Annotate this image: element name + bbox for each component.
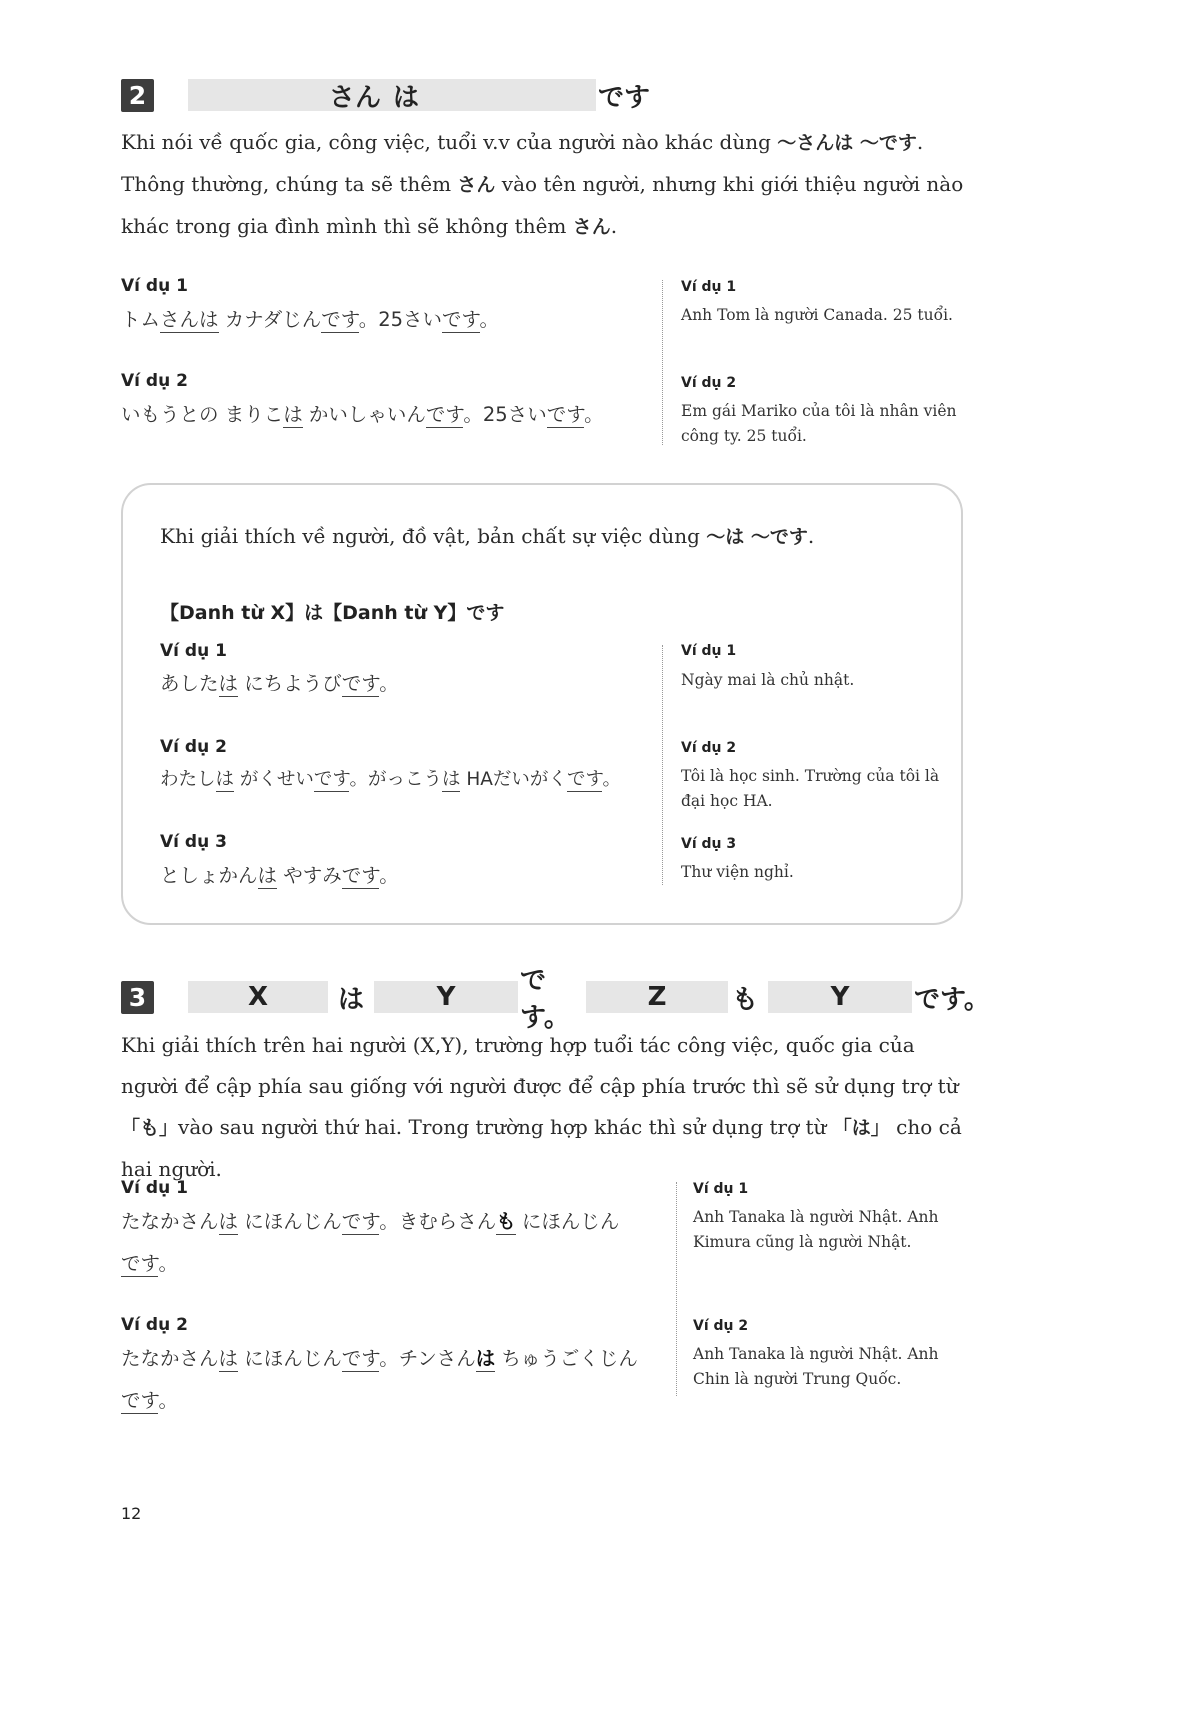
text: . [807, 524, 815, 548]
jp-segment: やすみ [277, 864, 342, 887]
jp-segment: たなかさん [121, 1347, 219, 1370]
jp-segment: 。がっこう [349, 769, 442, 790]
translation-text: Anh Tanaka là người Nhật. Anh Kimura cũng là người Nhật. [693, 1208, 939, 1251]
example-label: Ví dụ 3 [160, 832, 227, 852]
jp-segment: 。 [158, 1252, 178, 1275]
pattern-wa-text: は [392, 82, 419, 113]
pattern-y-text: Y [436, 982, 456, 1012]
jp-segment: 。 [584, 403, 604, 426]
pattern-san [324, 79, 386, 111]
jp-segment: 。チンさん [379, 1347, 476, 1370]
jp-underlined: です [321, 308, 359, 331]
jp-underlined: さんは [160, 308, 219, 331]
divider-dotted [662, 645, 663, 885]
pattern-blank [188, 79, 324, 111]
jp-segment: 。25さい [463, 403, 547, 426]
example-japanese [160, 758, 621, 802]
jp-segment: かいしゃいん [302, 403, 426, 426]
text: vào sau người thứ hai. Trong trường hợp khác thì sử dụng trợ từ [178, 1115, 833, 1139]
section3-header [121, 966, 990, 1033]
jp-segment: カナダじん [218, 308, 322, 331]
pattern-z [586, 981, 728, 1013]
pattern-y [768, 981, 912, 1013]
translation-label: Ví dụ 1 [681, 643, 737, 659]
bold-text: 〜は 〜です [706, 526, 808, 548]
translation-text: Thư viện nghỉ. [681, 863, 794, 881]
pattern-wa: は [338, 984, 365, 1015]
pattern-wa [386, 79, 426, 111]
jp-segment: 。きむらさん [379, 1210, 497, 1233]
text: Khi giải thích về người, đồ vật, bản chất sự việc dùng [160, 524, 707, 548]
example-label: Ví dụ 1 [160, 641, 227, 661]
section2-number-badge: 2 [121, 79, 154, 112]
jp-segment: ちゅうごくじん [495, 1347, 638, 1370]
bold-text: さん [572, 216, 611, 238]
bold-text: さん [457, 174, 496, 196]
divider-dotted [662, 280, 663, 445]
text: vào tên người, nhưng khi giới thiệu người nào khác trong gia đình mình thì sẽ không thêm [121, 172, 964, 238]
bold-text: 「も」 [121, 1117, 179, 1139]
text: Khi giải thích trên hai người (X,Y), trường hợp tuổi tác công việc, quốc gia của người để cập phía sau giống với người được để cập phía trước thì sẽ sử dụng trợ từ [121, 1033, 959, 1098]
bold-text: 〜さんは 〜です [777, 132, 917, 154]
jp-segment: にほんじん [238, 1347, 342, 1370]
jp-underlined: です [546, 403, 585, 426]
section3-explanation [121, 1025, 966, 1190]
translation-text: Anh Tanaka là người Nhật. Anh Chin là người Trung Quốc. [693, 1345, 939, 1388]
section2-explanation [121, 122, 981, 248]
example-label: Ví dụ 2 [121, 371, 188, 391]
example-japanese-line2 [121, 1242, 178, 1286]
translation-label: Ví dụ 3 [681, 836, 737, 852]
translation-label: Ví dụ 1 [693, 1181, 749, 1197]
jp-underlined: です [425, 403, 464, 426]
jp-segment: あした [160, 672, 219, 695]
jp-underlined: は [441, 769, 461, 790]
jp-bold-particle: も [496, 1210, 516, 1233]
pattern-desu: です [598, 82, 651, 113]
jp-segment: 。25さい [358, 308, 443, 331]
text: Khi nói về quốc gia, công việc, tuổi v.v của người nào khác dùng [121, 130, 778, 154]
pattern-y-text: Y [830, 982, 850, 1012]
jp-segment: にほんじん [515, 1210, 620, 1233]
translation-label: Ví dụ 1 [681, 279, 737, 295]
example-japanese [121, 298, 499, 342]
jp-underlined: です [566, 769, 603, 790]
translation-label: Ví dụ 2 [681, 375, 737, 391]
jp-segment: 。 [158, 1389, 178, 1412]
bold-text: 「は」 [832, 1117, 890, 1139]
translation-label: Ví dụ 2 [681, 740, 737, 756]
jp-bold-particle: は [475, 1347, 496, 1370]
jp-underlined: は [218, 1210, 239, 1233]
jp-segment: HAだいがく [460, 769, 567, 790]
jp-segment: トム [121, 308, 161, 331]
jp-underlined: です [121, 1389, 159, 1412]
example-japanese [121, 1200, 619, 1244]
translation-label: Ví dụ 2 [693, 1318, 749, 1334]
example-japanese [160, 662, 399, 706]
example-japanese-line2 [121, 1379, 178, 1423]
jp-segment: 。 [479, 308, 500, 331]
jp-underlined: です [341, 1347, 380, 1370]
pattern-mo: も [732, 984, 759, 1015]
jp-underlined: です [121, 1252, 159, 1275]
example-label: Ví dụ 1 [121, 1178, 188, 1198]
text: . [610, 214, 618, 238]
translation-text: Anh Tom là người Canada. 25 tuổi. [681, 306, 953, 324]
jp-segment: としょかん [160, 864, 258, 887]
example-label: Ví dụ 1 [121, 276, 188, 296]
section3-number-badge: 3 [121, 981, 154, 1014]
grammar-formula: 【Danh từ X】は【Danh từ Y】です [160, 602, 505, 624]
jp-segment: にほんじん [238, 1210, 342, 1233]
example-japanese [121, 393, 604, 437]
page-number: 12 [121, 1504, 142, 1523]
jp-underlined: です [442, 308, 480, 331]
jp-segment: にちようび [238, 672, 342, 695]
jp-segment: 。 [602, 769, 621, 790]
jp-underlined: は [218, 672, 239, 695]
pattern-z-text: Z [647, 982, 667, 1012]
example-japanese [121, 1337, 638, 1381]
pattern-san-text: さん [328, 82, 381, 113]
jp-underlined: です [313, 769, 350, 790]
pattern-blank [426, 79, 596, 111]
jp-underlined: です [341, 672, 380, 695]
pattern-y [374, 981, 518, 1013]
jp-segment: 。 [379, 864, 399, 887]
pattern-desu: です。 [914, 984, 990, 1015]
jp-underlined: は [215, 769, 235, 790]
jp-underlined [476, 1347, 496, 1372]
text: cho cả hai người. [121, 1115, 962, 1181]
translation-text: Em gái Mariko của tôi là nhân viên công ty. 25 tuổi. [681, 402, 957, 445]
text: . Thông thường, chúng ta sẽ thêm [121, 130, 924, 196]
section2-header [121, 78, 650, 112]
jp-underlined: です [341, 1210, 380, 1233]
jp-segment: たなかさん [121, 1210, 219, 1233]
box-intro [160, 516, 940, 558]
example-label: Ví dụ 2 [160, 737, 227, 757]
jp-segment: いもうとの まりこ [121, 403, 284, 426]
divider-dotted [676, 1182, 677, 1396]
jp-segment: わたし [160, 769, 216, 790]
translation-text: Ngày mai là chủ nhật. [681, 671, 855, 689]
translation-text: Tôi là học sinh. Trường của tôi là đại học HA. [681, 767, 940, 810]
example-label: Ví dụ 2 [121, 1315, 188, 1335]
example-japanese [160, 854, 399, 898]
jp-underlined: です [341, 864, 380, 887]
pattern-x-text: X [247, 982, 269, 1012]
pattern-desu: です。 [520, 966, 570, 1033]
jp-segment: がくせい [234, 769, 314, 790]
jp-underlined: は [257, 864, 278, 887]
jp-underlined: は [218, 1347, 239, 1370]
jp-segment: 。 [379, 672, 399, 695]
jp-underlined [496, 1210, 516, 1235]
pattern-x [188, 981, 328, 1013]
jp-underlined: は [283, 403, 303, 426]
